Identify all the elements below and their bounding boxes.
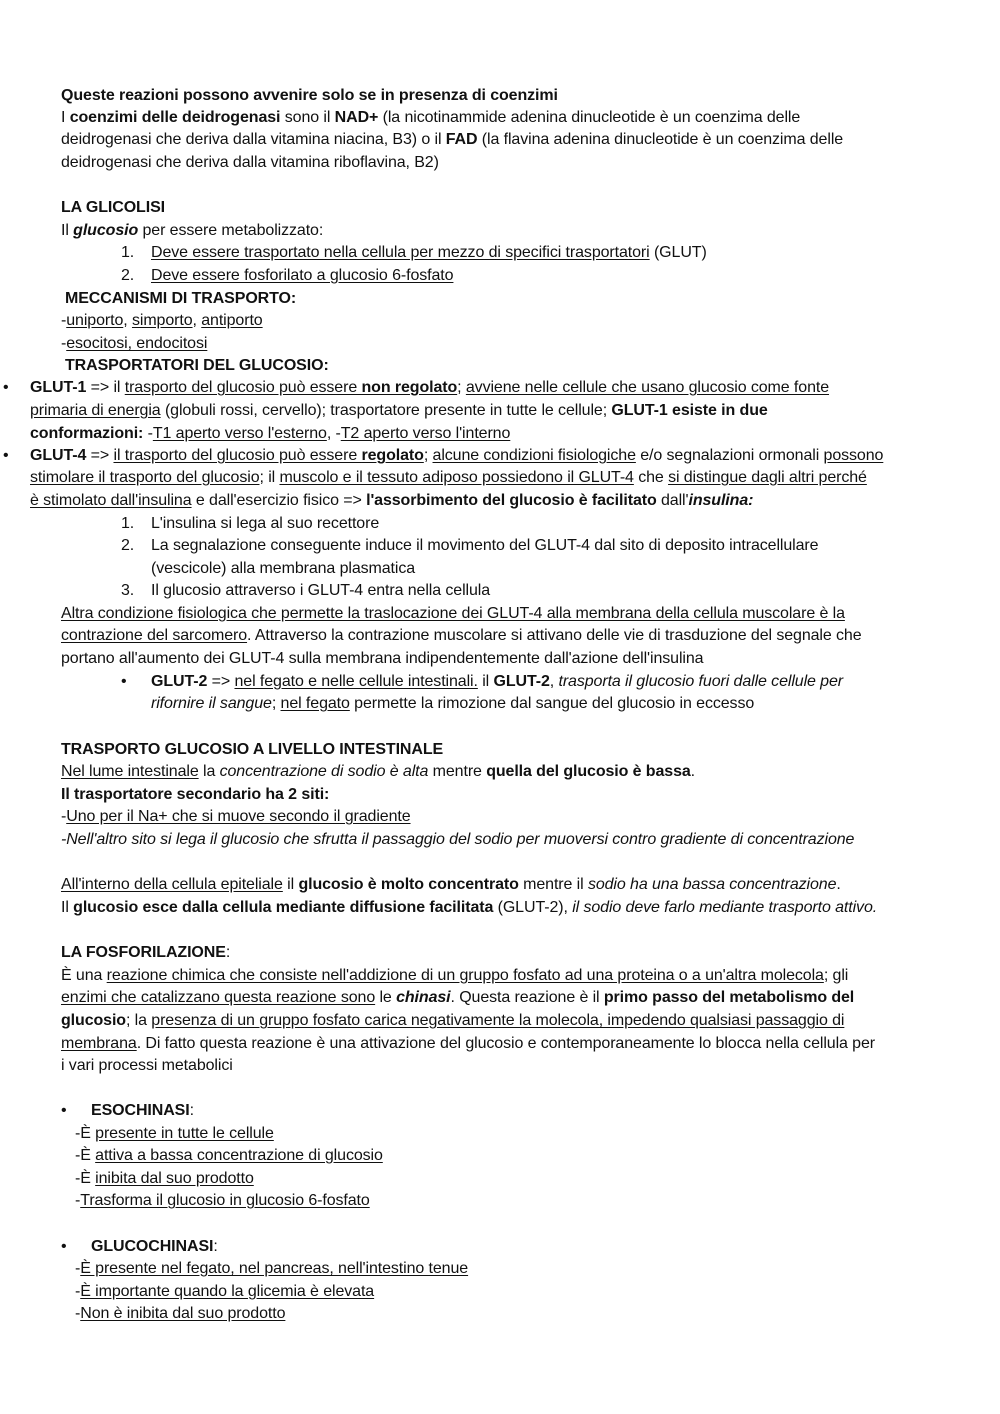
glut4-bullet: • [3, 447, 9, 464]
fosforilazione-line-4: membrana. Di fatto questa reazione è una attivazione del glucosio e contemporaneamente lo blocca nella cellula per [61, 1035, 876, 1052]
glicolisi-step-num: 1. [121, 244, 135, 261]
glut1-line-3: conformazioni: -T1 aperto verso l'esterno, -T2 aperto verso l'interno [30, 425, 511, 442]
glut4-para-line-2: contrazione del sarcomero. Attraverso la contrazione muscolare si attivano delle vie di trasduzione del segnale che [61, 627, 862, 644]
fosforilazione-line-3: glucosio; la presenza di un gruppo fosfato carica negativamente la molecola, impedendo qualsiasi passaggio di [61, 1012, 845, 1029]
intestinale-line-3: -Uno per il Na+ che si muove secondo il gradiente [61, 808, 411, 825]
intestinale-line-6: Il glucosio esce dalla cellula mediante diffusione facilitata (GLUT-2), il sodio deve farlo mediante trasporto attivo. [61, 899, 878, 916]
glut4-line-2: stimolare il trasporto del glucosio; il muscolo e il tessuto adiposo possiedono il GLUT-4 che si distingue dagli altri perché [30, 469, 867, 486]
glut2-line-2: rifornire il sangue; nel fegato permette la rimozione dal sangue del glucosio in eccesso [151, 695, 755, 712]
glut4-line-3: è stimolato dall'insulina e dall'esercizio fisico => l'assorbimento del glucosio è facilitato dall'insulina: [30, 492, 754, 509]
esochinasi-title: ESOCHINASI: [91, 1102, 194, 1119]
fosforilazione-line-1: È una reazione chimica che consiste nell'addizione di un gruppo fosfato ad una proteina o a un'altra molecola; gli [61, 967, 849, 984]
glut4-line-1: GLUT-4 => il trasporto del glucosio può essere regolato; alcune condizioni fisiologiche e/o segnalazioni ormonali possono [30, 447, 884, 464]
glicolisi-step-num: 2. [121, 267, 135, 284]
fosforilazione-title: LA FOSFORILAZIONE: [61, 944, 231, 961]
esochinasi-item: -È presente in tutte le cellule [75, 1125, 274, 1142]
trasportatori-title: TRASPORTATORI DEL GLUCOSIO: [65, 357, 329, 374]
esochinasi-item: -È inibita dal suo prodotto [75, 1170, 254, 1187]
glut1-line-2: primaria di energia (globuli rossi, cervello); trasportatore presente in tutte le cellule; GLUT-1 esiste in due [30, 402, 768, 419]
esochinasi-item: -Trasforma il glucosio in glucosio 6-fosfato [75, 1192, 370, 1209]
glicolisi-step: Deve essere fosforilato a glucosio 6-fosfato [151, 267, 454, 284]
intro-line-3: deidrogenasi che deriva dalla vitamina riboflavina, B2) [61, 154, 439, 171]
esochinasi-item: -È attiva a bassa concentrazione di glucosio [75, 1147, 383, 1164]
glut4-step-num: 1. [121, 515, 135, 532]
glucochinasi-title: GLUCOCHINASI: [91, 1238, 218, 1255]
glut2-line-1: GLUT-2 => nel fegato e nelle cellule intestinali. il GLUT-2, trasporta il glucosio fuori dalle cellule per [151, 673, 844, 690]
fosforilazione-line-2: enzimi che catalizzano questa reazione sono le chinasi. Questa reazione è il primo passo del metabolismo del [61, 989, 855, 1006]
glicolisi-title: LA GLICOLISI [61, 199, 165, 216]
glucochinasi-item: -È importante quando la glicemia è elevata [75, 1283, 375, 1300]
trasporto-line-1: -uniporto, simporto, antiporto [61, 312, 263, 329]
intestinale-line-2: Il trasportatore secondario ha 2 siti: [61, 786, 330, 803]
glut1-line-1: GLUT-1 => il trasporto del glucosio può essere non regolato; avviene nelle cellule che usano glucosio come fonte [30, 379, 830, 396]
glut4-step-num: 2. [121, 537, 135, 554]
glut4-step: La segnalazione conseguente induce il movimento del GLUT-4 dal sito di deposito intracellulare [151, 537, 819, 554]
glut1-bullet: • [3, 379, 9, 396]
glicolisi-step: Deve essere trasportato nella cellula per mezzo di specifici trasportatori (GLUT) [151, 244, 707, 261]
glut4-para-line-3: portano all'aumento dei GLUT-4 sulla membrana indipendentemente dall'azione dell'insulina [61, 650, 704, 667]
glut4-step-num: 3. [121, 582, 135, 599]
glut4-para-line-1: Altra condizione fisiologica che permette la traslocazione dei GLUT-4 alla membrana della cellula muscolare è la [61, 605, 845, 622]
glut4-step: Il glucosio attraverso i GLUT-4 entra nella cellula [151, 582, 491, 599]
intro-line-2: deidrogenasi che deriva dalla vitamina niacina, B3) o il FAD (la flavina adenina dinucleotide è un coenzima delle [61, 131, 844, 148]
intestinale-line-5: All'interno della cellula epiteliale il glucosio è molto concentrato mentre il sodio ha una bassa concentrazione. [61, 876, 841, 893]
intro-heading: Queste reazioni possono avvenire solo se in presenza di coenzimi [61, 87, 558, 104]
fosforilazione-line-5: i vari processi metabolici [61, 1057, 233, 1074]
glut4-step: L'insulina si lega al suo recettore [151, 515, 380, 532]
glut2-bullet: • [121, 673, 127, 690]
glucochinasi-bullet: • [61, 1238, 67, 1255]
glucochinasi-item: -È presente nel fegato, nel pancreas, nell'intestino tenue [75, 1260, 469, 1277]
trasporto-title: MECCANISMI DI TRASPORTO: [65, 290, 297, 307]
trasporto-line-2: -esocitosi, endocitosi [61, 335, 208, 352]
glicolisi-intro: Il glucosio per essere metabolizzato: [61, 222, 324, 239]
intestinale-line-1: Nel lume intestinale la concentrazione di sodio è alta mentre quella del glucosio è bassa. [61, 763, 696, 780]
intestinale-line-4: -Nell'altro sito si lega il glucosio che sfrutta il passaggio del sodio per muoversi contro gradiente di concentrazione [61, 831, 855, 848]
intestinale-title: TRASPORTO GLUCOSIO A LIVELLO INTESTINALE [61, 741, 444, 758]
esochinasi-bullet: • [61, 1102, 67, 1119]
glucochinasi-item: -Non è inibita dal suo prodotto [75, 1305, 286, 1322]
intro-line-1: I coenzimi delle deidrogenasi sono il NAD+ (la nicotinammide adenina dinucleotide è un coenzima delle [61, 109, 801, 126]
glut4-step-cont: (vescicole) alla membrana plasmatica [151, 560, 416, 577]
